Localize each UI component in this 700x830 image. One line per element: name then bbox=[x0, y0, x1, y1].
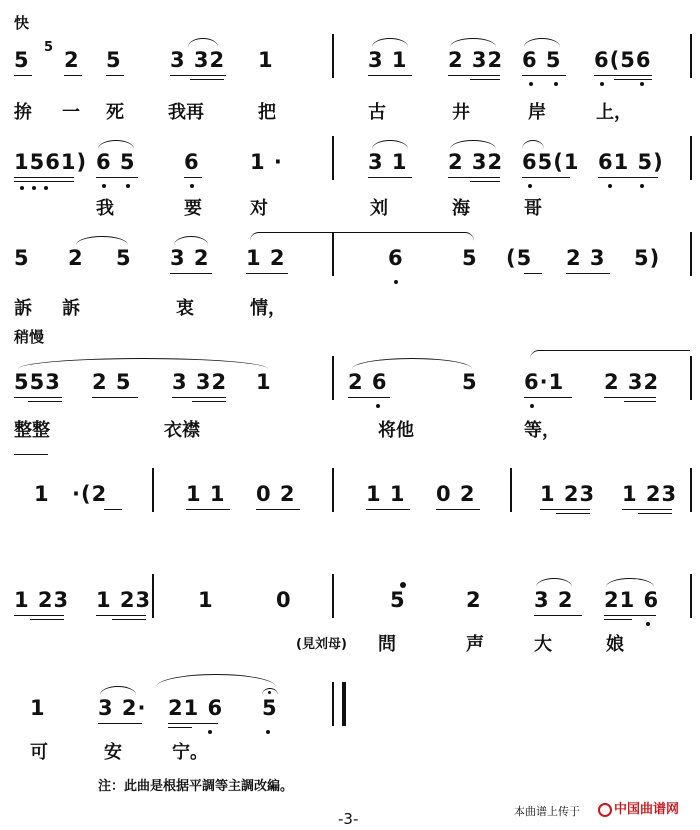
underline bbox=[28, 401, 62, 402]
slur bbox=[156, 674, 276, 687]
barline bbox=[332, 356, 334, 400]
barline bbox=[332, 232, 334, 276]
slur bbox=[174, 236, 208, 245]
underline bbox=[534, 615, 582, 616]
barline bbox=[332, 34, 334, 78]
lyric: 井 bbox=[452, 102, 470, 123]
lyric: 拚 bbox=[14, 102, 32, 123]
note: 3 1 bbox=[368, 48, 408, 72]
underline bbox=[14, 615, 64, 616]
lyric: 对 bbox=[250, 198, 268, 219]
octave-dot bbox=[126, 184, 130, 188]
octave-dot bbox=[266, 730, 270, 734]
lyric: 訴 bbox=[14, 298, 32, 319]
underline bbox=[436, 509, 480, 510]
underline bbox=[170, 273, 212, 274]
note: 5 bbox=[116, 246, 132, 270]
octave-dot bbox=[640, 184, 644, 188]
note: 5 bbox=[262, 696, 278, 720]
lyric: 衣襟 bbox=[164, 420, 200, 441]
note: 1 23 bbox=[96, 588, 152, 612]
slur bbox=[188, 38, 218, 47]
barline bbox=[332, 574, 334, 618]
note: 6(56 bbox=[594, 48, 652, 72]
slur bbox=[98, 140, 134, 149]
underline bbox=[638, 513, 672, 514]
barline bbox=[690, 468, 692, 512]
lyric: 安 bbox=[104, 742, 122, 763]
note: 0 2 bbox=[436, 482, 476, 506]
note: 5 bbox=[106, 48, 122, 72]
note: 553 bbox=[14, 370, 61, 394]
slur bbox=[372, 140, 408, 149]
barline bbox=[690, 574, 692, 618]
note: 2 bbox=[466, 588, 482, 612]
note: 0 2 bbox=[256, 482, 296, 506]
note: 1561) bbox=[14, 150, 88, 174]
lyric: 将他 bbox=[378, 420, 414, 441]
note: ·(2 bbox=[72, 482, 108, 506]
underline bbox=[594, 75, 652, 76]
underline bbox=[168, 723, 218, 724]
site-brand[interactable]: 中国曲谱网 bbox=[614, 802, 680, 817]
note: 3 1 bbox=[368, 150, 408, 174]
accent-dot bbox=[400, 582, 406, 588]
note: 1 1 bbox=[186, 482, 226, 506]
note: 3 32 bbox=[172, 370, 228, 394]
note: 6 bbox=[388, 246, 404, 270]
note: 0 bbox=[276, 588, 292, 612]
underline bbox=[64, 75, 82, 76]
tempo-marking-fast: 快 bbox=[14, 14, 30, 32]
lyric: 我 bbox=[96, 198, 114, 219]
barline bbox=[510, 468, 512, 512]
lyric: 声 bbox=[466, 634, 484, 655]
barline bbox=[332, 136, 334, 180]
lyric: 衷 bbox=[176, 298, 194, 319]
note: (5 bbox=[506, 246, 533, 270]
underline bbox=[470, 79, 500, 80]
note: 65(1 bbox=[522, 150, 580, 174]
note: 5 bbox=[462, 370, 478, 394]
note: 21 6 bbox=[168, 696, 224, 720]
lyric: 可 bbox=[30, 742, 48, 763]
footnote: 注：此曲是根据平調等主調改編。 bbox=[98, 779, 294, 794]
note: 5 bbox=[14, 48, 30, 72]
slur bbox=[372, 38, 408, 47]
underline bbox=[170, 75, 226, 76]
octave-dot bbox=[530, 404, 534, 408]
note: 1 23 bbox=[622, 482, 678, 506]
note: 3 2 bbox=[534, 588, 574, 612]
barline bbox=[152, 468, 154, 512]
lyric: 宁。 bbox=[172, 742, 208, 763]
octave-dot bbox=[528, 184, 532, 188]
site-logo-icon bbox=[598, 803, 612, 817]
lyric: 問 bbox=[378, 634, 396, 655]
note: 2 6 bbox=[348, 370, 388, 394]
lyric: 把 bbox=[258, 102, 276, 123]
lyric: 我再 bbox=[168, 102, 204, 123]
note: 6 5 bbox=[96, 150, 136, 174]
underline bbox=[246, 273, 288, 274]
barline bbox=[690, 232, 692, 276]
slur bbox=[76, 236, 128, 245]
note: 6 5 bbox=[522, 48, 562, 72]
tempo-marking-slow: 稍慢 bbox=[14, 328, 45, 346]
underline bbox=[30, 619, 64, 620]
lyric: 哥 bbox=[524, 198, 542, 219]
underline bbox=[448, 75, 500, 76]
underline bbox=[256, 509, 300, 510]
note: 5 bbox=[14, 246, 30, 270]
note: 1 bbox=[34, 482, 50, 506]
note: 1 bbox=[256, 370, 272, 394]
lyric: 一 bbox=[62, 102, 80, 123]
underline bbox=[366, 509, 410, 510]
note: 21 6 bbox=[604, 588, 660, 612]
underline bbox=[368, 75, 412, 76]
underline bbox=[524, 273, 542, 274]
underline bbox=[604, 615, 656, 616]
octave-dot bbox=[646, 622, 650, 626]
note: 2 32 bbox=[604, 370, 660, 394]
underline bbox=[614, 79, 652, 80]
underline bbox=[112, 619, 146, 620]
underline bbox=[524, 397, 572, 398]
lyric: 情， bbox=[250, 298, 286, 319]
underline bbox=[186, 509, 230, 510]
barline bbox=[332, 468, 334, 512]
note: 1 bbox=[30, 696, 46, 720]
note: 61 5) bbox=[598, 150, 664, 174]
octave-dot bbox=[394, 280, 398, 284]
underline bbox=[604, 397, 656, 398]
final-barline-thick bbox=[342, 682, 346, 726]
underline bbox=[98, 723, 142, 724]
underline bbox=[104, 509, 122, 510]
barline bbox=[690, 136, 692, 180]
underline bbox=[96, 177, 138, 178]
note: 3 2· bbox=[98, 696, 147, 720]
lyric: 整整 bbox=[14, 420, 50, 441]
page-number: -3- bbox=[338, 810, 359, 828]
lyric: 要 bbox=[184, 198, 202, 219]
underline bbox=[190, 79, 224, 80]
note: 1 2 bbox=[246, 246, 286, 270]
underline bbox=[604, 619, 632, 620]
note: 1 23 bbox=[14, 588, 70, 612]
lyric: 大 bbox=[534, 634, 552, 655]
underline bbox=[14, 75, 32, 76]
underline bbox=[368, 177, 412, 178]
lyric: 死 bbox=[106, 102, 124, 123]
lyric: 上， bbox=[596, 102, 632, 123]
slur bbox=[352, 358, 472, 369]
underline bbox=[540, 509, 590, 510]
underline bbox=[14, 181, 74, 182]
note: 1 bbox=[258, 48, 274, 72]
underline bbox=[106, 75, 124, 76]
note: 5 bbox=[390, 588, 406, 612]
barline bbox=[690, 356, 692, 400]
underline bbox=[448, 177, 500, 178]
tie-line bbox=[14, 454, 48, 455]
note: 1 23 bbox=[540, 482, 596, 506]
lyric-annotation: (見刘母) bbox=[296, 637, 347, 652]
grace-note: 5 bbox=[44, 40, 55, 55]
octave-dot bbox=[376, 404, 380, 408]
underline bbox=[624, 401, 656, 402]
underline bbox=[168, 727, 192, 728]
underline bbox=[566, 273, 610, 274]
note: 6 bbox=[184, 150, 200, 174]
barline bbox=[690, 34, 692, 78]
note: 2 bbox=[64, 48, 80, 72]
underline bbox=[522, 177, 570, 178]
lyric: 古 bbox=[368, 102, 386, 123]
barline bbox=[152, 574, 154, 618]
underline bbox=[348, 397, 390, 398]
slur bbox=[450, 140, 496, 149]
slur bbox=[524, 38, 560, 47]
underline bbox=[192, 401, 226, 402]
underline bbox=[92, 397, 138, 398]
slur bbox=[522, 140, 544, 149]
underline bbox=[172, 397, 226, 398]
underline bbox=[14, 397, 62, 398]
note: 2 3 bbox=[566, 246, 606, 270]
octave-dot bbox=[208, 730, 212, 734]
underline bbox=[622, 509, 672, 510]
note: 2 bbox=[68, 246, 84, 270]
underline bbox=[556, 513, 590, 514]
lyric: 海 bbox=[452, 198, 470, 219]
lyric: 等， bbox=[524, 420, 560, 441]
underline bbox=[14, 177, 74, 178]
slur bbox=[18, 358, 268, 369]
octave-dot bbox=[608, 184, 612, 188]
slur bbox=[100, 686, 136, 695]
octave-dot bbox=[600, 82, 604, 86]
note: 2 32 bbox=[448, 48, 504, 72]
octave-dot bbox=[102, 184, 106, 188]
lyric: 訴 bbox=[62, 298, 80, 319]
note: 1 1 bbox=[366, 482, 406, 506]
underline bbox=[470, 181, 500, 182]
underline bbox=[184, 177, 202, 178]
octave-dot bbox=[529, 82, 533, 86]
note: 3 2 bbox=[170, 246, 210, 270]
note: 2 32 bbox=[448, 150, 504, 174]
octave-dot bbox=[640, 82, 644, 86]
slur bbox=[536, 578, 572, 587]
underline bbox=[598, 177, 658, 178]
slur bbox=[606, 578, 654, 587]
note: 1 bbox=[198, 588, 214, 612]
octave-dot bbox=[20, 186, 24, 190]
underline bbox=[96, 615, 146, 616]
note: 2 5 bbox=[92, 370, 132, 394]
lyric: 娘 bbox=[606, 634, 624, 655]
note: 3 32 bbox=[170, 48, 226, 72]
note: 5 bbox=[462, 246, 478, 270]
upload-credit: 本曲谱上传于 bbox=[514, 805, 580, 818]
slur bbox=[450, 38, 496, 47]
final-barline-thin bbox=[332, 682, 334, 726]
note: 5) bbox=[634, 246, 661, 270]
slur bbox=[530, 350, 690, 359]
octave-dot bbox=[554, 82, 558, 86]
note: 1 · bbox=[250, 150, 283, 174]
octave-dot bbox=[190, 184, 194, 188]
slur bbox=[250, 232, 474, 241]
octave-dot bbox=[32, 186, 36, 190]
lyric: 刘 bbox=[370, 198, 388, 219]
lyric: 岸 bbox=[528, 102, 546, 123]
note: 6·1 bbox=[524, 370, 565, 394]
fermata-dot bbox=[268, 691, 271, 694]
underline bbox=[522, 75, 566, 76]
octave-dot bbox=[44, 186, 48, 190]
